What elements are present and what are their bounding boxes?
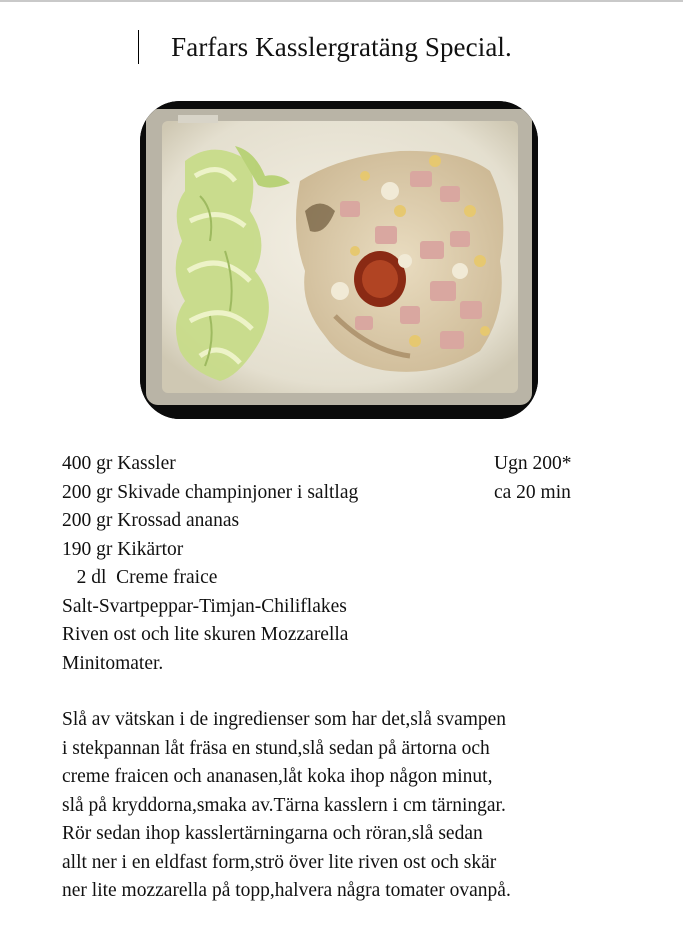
method-line[interactable]: Slå av vätskan i de ingredienser som har det,slå svampen [62,709,507,730]
oven-temperature[interactable]: Ugn 200* [494,453,572,474]
ingredient-line[interactable]: 200 gr Krossad ananas [62,510,240,531]
method-line[interactable]: ner lite mozzarella på topp,halvera några tomater ovanpå. [62,880,511,901]
dish-photo[interactable] [140,101,538,419]
ingredient-line[interactable]: 190 gr Kikärtor [62,538,184,560]
gratin [296,151,503,372]
method-line[interactable]: creme fraicen och ananasen,låt koka ihop någon minut, [62,766,493,787]
ingredient-line[interactable]: 200 gr Skivade champinjoner i saltlag [62,481,359,503]
method-line[interactable]: slå på kryddorna,smaka av.Tärna kasslern i cm tärningar. [62,794,506,816]
method-line[interactable]: allt ner i en eldfast form,strö över lite riven ost och skär [62,851,497,873]
method-paragraph [62,706,662,906]
oven-settings [494,450,571,507]
ingredient-line[interactable]: Riven ost och lite skuren Mozzarella [62,624,349,645]
ingredients-list [62,450,358,678]
recipe-title[interactable]: Farfars Kasslergratäng Special. [171,32,512,62]
method-line[interactable]: Rör sedan ihop kasslertärningarna och röran,slå sedan [62,823,483,844]
gratin-dish-illustration [140,101,538,419]
oven-time[interactable]: ca 20 min [494,481,571,503]
method-line[interactable]: i stekpannan låt fräsa en stund,slå sedan på ärtorna och [62,737,490,759]
page-top-border [0,0,683,2]
ingredient-line[interactable]: 2 dl Creme fraice [62,567,218,588]
ingredient-line[interactable]: Salt-Svartpeppar-Timjan-Chiliflakes [62,595,347,617]
ingredient-line[interactable]: 400 gr Kassler [62,453,176,474]
ingredient-line[interactable]: Minitomater. [62,652,164,674]
